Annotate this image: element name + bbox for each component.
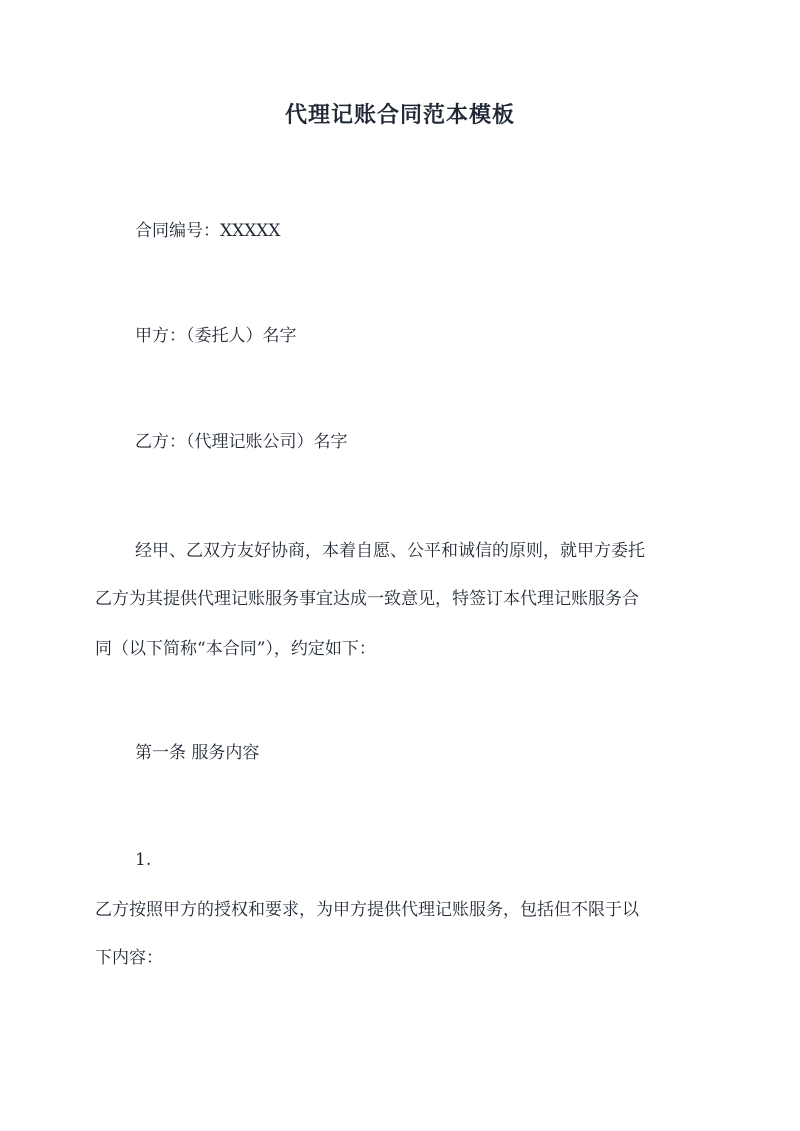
- intro-line-3: 同（以下简称“本合同”），约定如下：: [95, 639, 376, 659]
- contract-number: 合同编号：XXXXX: [135, 221, 281, 241]
- item-1-number: 1.: [135, 850, 152, 870]
- party-a: 甲方：（委托人）名字: [135, 326, 297, 346]
- item-1-line-1: 乙方按照甲方的授权和要求，为甲方提供代理记账服务，包括但不限于以: [95, 900, 639, 920]
- intro-line-1: 经甲、乙双方友好协商，本着自愿、公平和诚信的原则，就甲方委托: [135, 541, 645, 561]
- item-1-line-2: 下内容：: [95, 948, 163, 968]
- article-1-heading: 第一条 服务内容: [135, 743, 260, 763]
- document-title: 代理记账合同范本模板: [284, 102, 515, 128]
- intro-line-2: 乙方为其提供代理记账服务事宜达成一致意见，特签订本代理记账服务合: [95, 589, 639, 609]
- party-b: 乙方：（代理记账公司）名字: [135, 432, 348, 452]
